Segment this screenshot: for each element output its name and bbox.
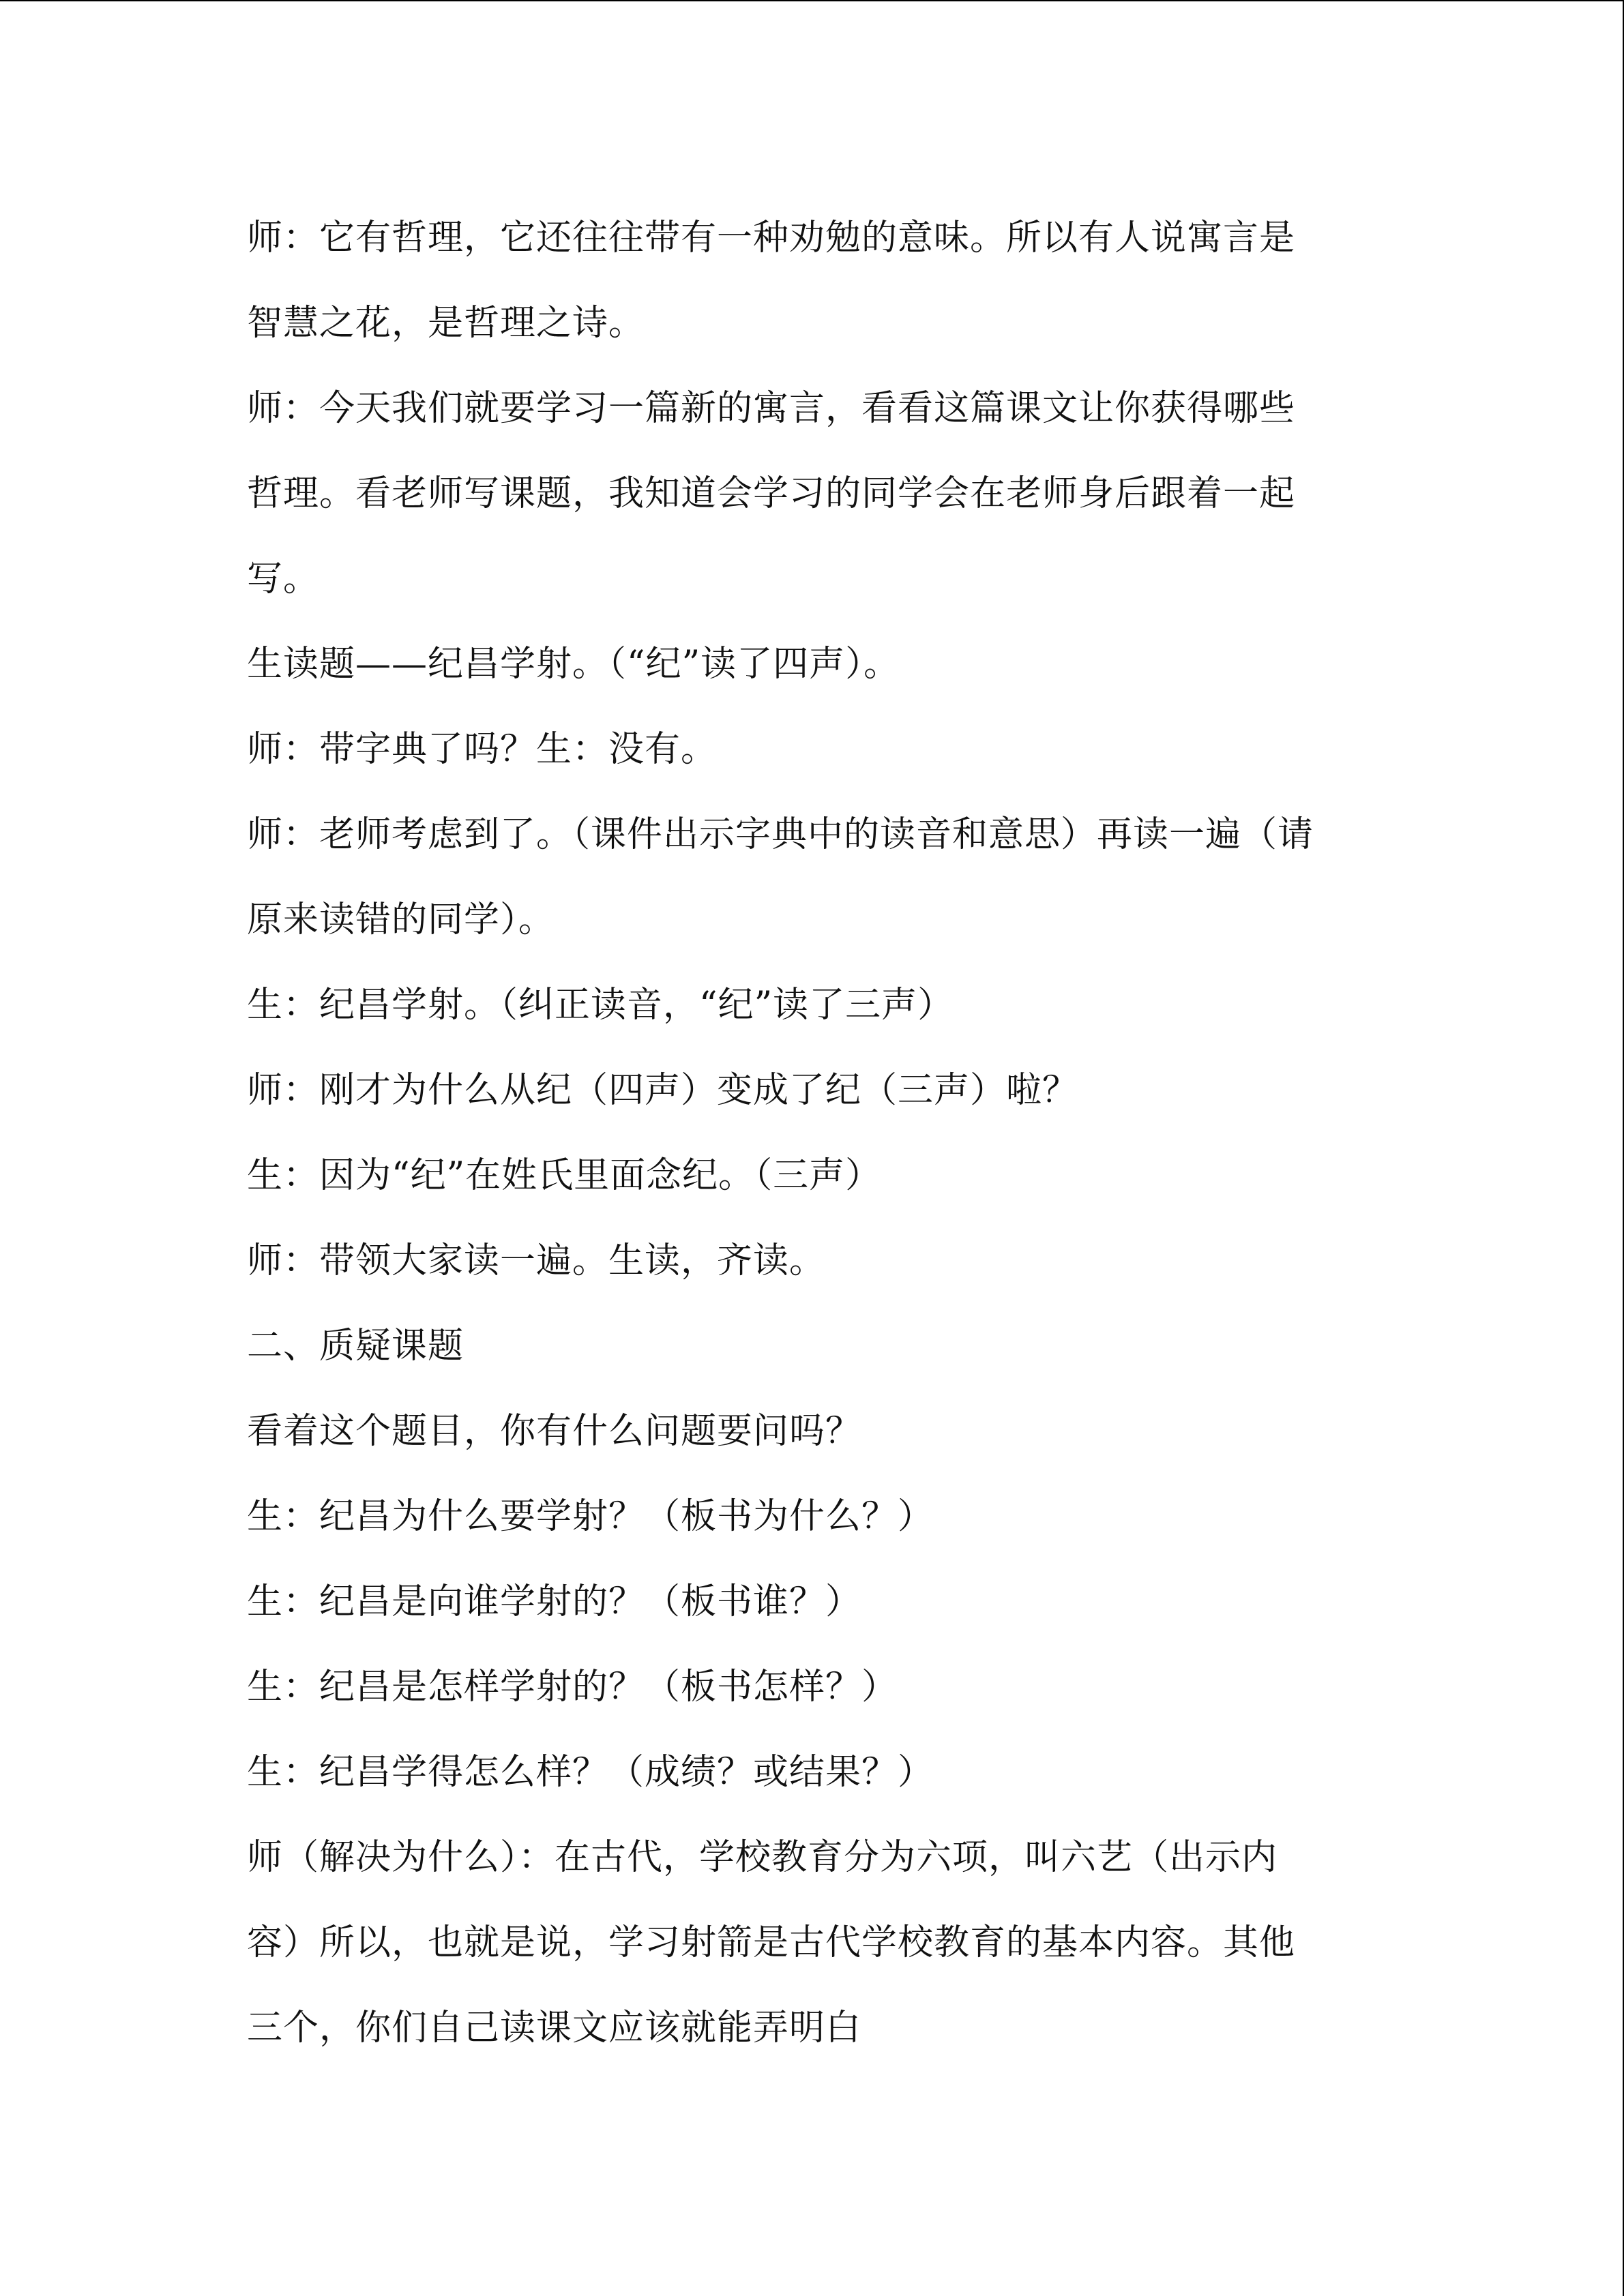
text-line: 容）所以，也就是说，学习射箭是古代学校教育的基本内容。其他 [247,1922,1296,1963]
text-line: 哲理。看老师写课题，我知道会学习的同学会在老师身后跟着一起 [247,473,1296,514]
text-line: 生：因为“纪”在姓氏里面念纪。（三声） [247,1155,882,1196]
document-body [247,196,1379,2071]
text-line: 原来读错的同学）。 [247,899,555,940]
text-line: 生：纪昌是怎样学射的？（板书怎样？） [247,1667,898,1708]
text-line: 三个，你们自己读课文应该就能弄明白 [247,2008,862,2048]
text-line: 看着这个题目，你有什么问题要问吗？ [247,1411,862,1452]
text-line: 写。 [247,558,320,599]
text-line: 生：纪昌为什么要学射？（板书为什么？） [247,1496,934,1537]
text-line: 师：今天我们就要学习一篇新的寓言，看看这篇课文让你获得哪些 [247,388,1296,429]
text-line: 师：老师考虑到了。（课件出示字典中的读音和意思）再读一遍（请 [247,814,1314,855]
text-line: 生：纪昌是向谁学射的？（板书谁？） [247,1581,862,1622]
text-line: 师：带字典了吗？生：没有。 [247,729,718,770]
section-heading: 二、质疑课题 [247,1326,464,1367]
text-line: 师：带领大家读一遍。生读，齐读。 [247,1240,826,1281]
text-line: 智慧之花，是哲理之诗。 [247,303,645,344]
text-line: 师：它有哲理，它还往往带有一种劝勉的意味。所以有人说寓言是 [247,218,1296,258]
text-line: 生：纪昌学得怎么样？（成绩？或结果？） [247,1752,934,1793]
text-line: 师（解决为什么）：在古代，学校教育分为六项，叫六艺（出示内 [247,1837,1278,1878]
text-line: 生读题——纪昌学射。（“纪”读了四声）。 [247,644,900,685]
text-line: 师：刚才为什么从纪（四声）变成了纪（三声）啦？ [247,1070,1079,1111]
text-line: 生：纪昌学射。（纠正读音，“纪”读了三声） [247,985,954,1026]
